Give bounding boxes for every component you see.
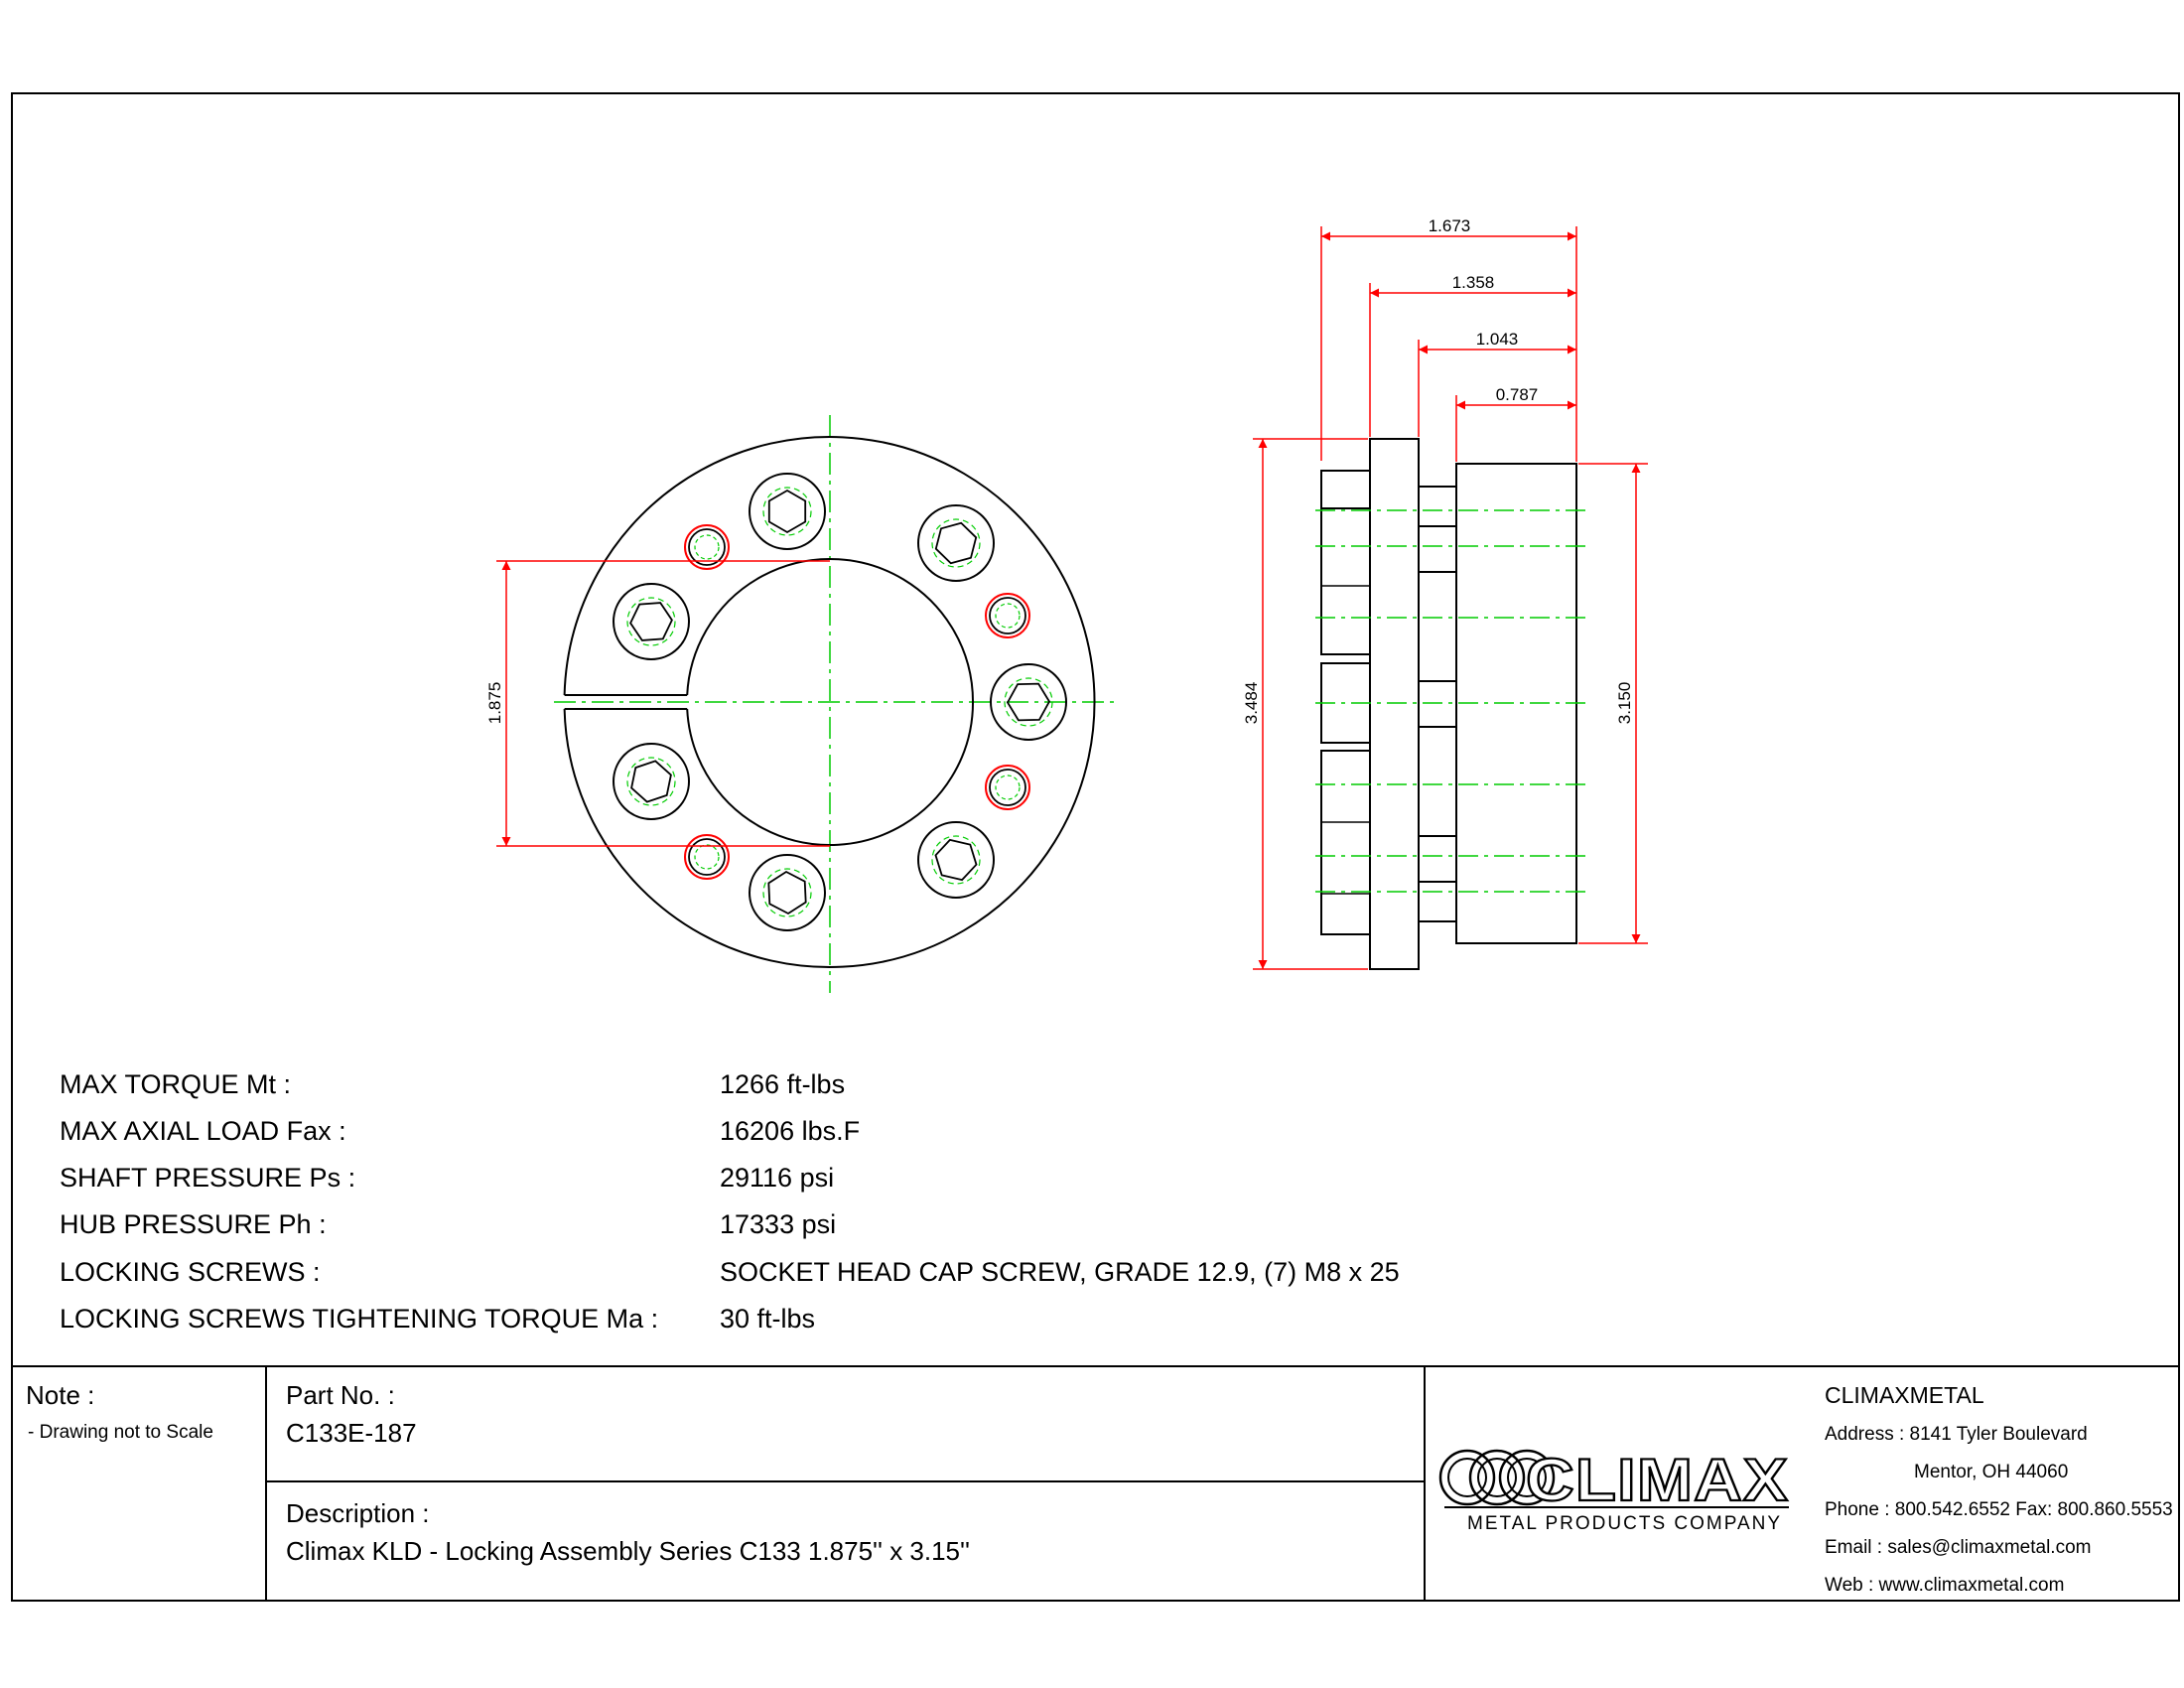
dim-1875: 1.875 <box>485 681 504 725</box>
company-website: Web : www.climaxmetal.com <box>1825 1575 2065 1596</box>
drawing-border <box>12 93 2179 1601</box>
jacking-hole <box>685 835 729 879</box>
description-label: Description : <box>286 1498 430 1528</box>
spec-row-shaft-pressure <box>60 1158 1549 1197</box>
front-view <box>485 415 1117 993</box>
note-label: Note : <box>26 1380 95 1410</box>
spec-label: MAX AXIAL LOAD Fax : <box>60 1116 346 1146</box>
spec-row-max-axial-load <box>60 1111 1549 1151</box>
spec-label: MAX TORQUE Mt : <box>60 1069 292 1099</box>
climax-logo <box>1440 1447 1789 1513</box>
dim-1043: 1.043 <box>1475 330 1519 349</box>
spec-value: 1266 ft-lbs <box>720 1069 846 1099</box>
locking-screw <box>614 584 689 659</box>
spec-value: 29116 psi <box>720 1163 835 1193</box>
spec-row-tightening-torque <box>60 1299 1549 1338</box>
side-view <box>1242 216 1648 969</box>
spec-value: 17333 psi <box>720 1209 837 1239</box>
side-flange <box>1370 439 1419 969</box>
company-email: Email : sales@climaxmetal.com <box>1825 1537 2092 1558</box>
company-name: CLIMAXMETAL <box>1825 1382 1984 1408</box>
part-number-label: Part No. : <box>286 1380 395 1410</box>
jacking-hole <box>986 766 1029 809</box>
locking-screw <box>614 744 689 819</box>
dim-1673: 1.673 <box>1428 216 1471 235</box>
spec-value: SOCKET HEAD CAP SCREW, GRADE 12.9, (7) M8 x 25 <box>720 1257 1400 1287</box>
jacking-hole <box>685 525 729 569</box>
spec-label: LOCKING SCREWS TIGHTENING TORQUE Ma : <box>60 1304 659 1334</box>
company-phone-fax: Phone : 800.542.6552 Fax: 800.860.5553 <box>1825 1499 2173 1520</box>
spec-label: SHAFT PRESSURE Ps : <box>60 1163 356 1193</box>
spec-row-locking-screws <box>60 1252 1549 1292</box>
spec-label: LOCKING SCREWS : <box>60 1257 321 1287</box>
spec-row-hub-pressure <box>60 1204 1549 1244</box>
company-address-line1: Address : 8141 Tyler Boulevard <box>1825 1424 2088 1445</box>
jacking-hole <box>986 594 1029 637</box>
dim-3150: 3.150 <box>1615 681 1634 725</box>
part-number-value: C133E-187 <box>286 1418 417 1448</box>
locking-screw <box>750 855 825 930</box>
company-address-line2: Mentor, OH 44060 <box>1914 1462 2069 1482</box>
locking-screw <box>750 474 825 549</box>
note-text: - Drawing not to Scale <box>28 1422 213 1443</box>
logo-subtitle: METAL PRODUCTS COMPANY <box>1467 1513 1783 1534</box>
locking-screw <box>918 822 994 898</box>
spec-value: 16206 lbs.F <box>720 1116 861 1146</box>
logo-wordmark: CLIMAX <box>1526 1447 1789 1513</box>
description-value: Climax KLD - Locking Assembly Series C133 1.875'' x 3.15'' <box>286 1536 970 1566</box>
spec-value: 30 ft-lbs <box>720 1304 816 1334</box>
spec-label: HUB PRESSURE Ph : <box>60 1209 327 1239</box>
dim-0787: 0.787 <box>1495 385 1539 404</box>
locking-screw <box>918 505 994 581</box>
dim-3484: 3.484 <box>1242 681 1261 725</box>
spec-row-max-torque <box>60 1064 1549 1104</box>
dim-1358: 1.358 <box>1451 273 1495 292</box>
